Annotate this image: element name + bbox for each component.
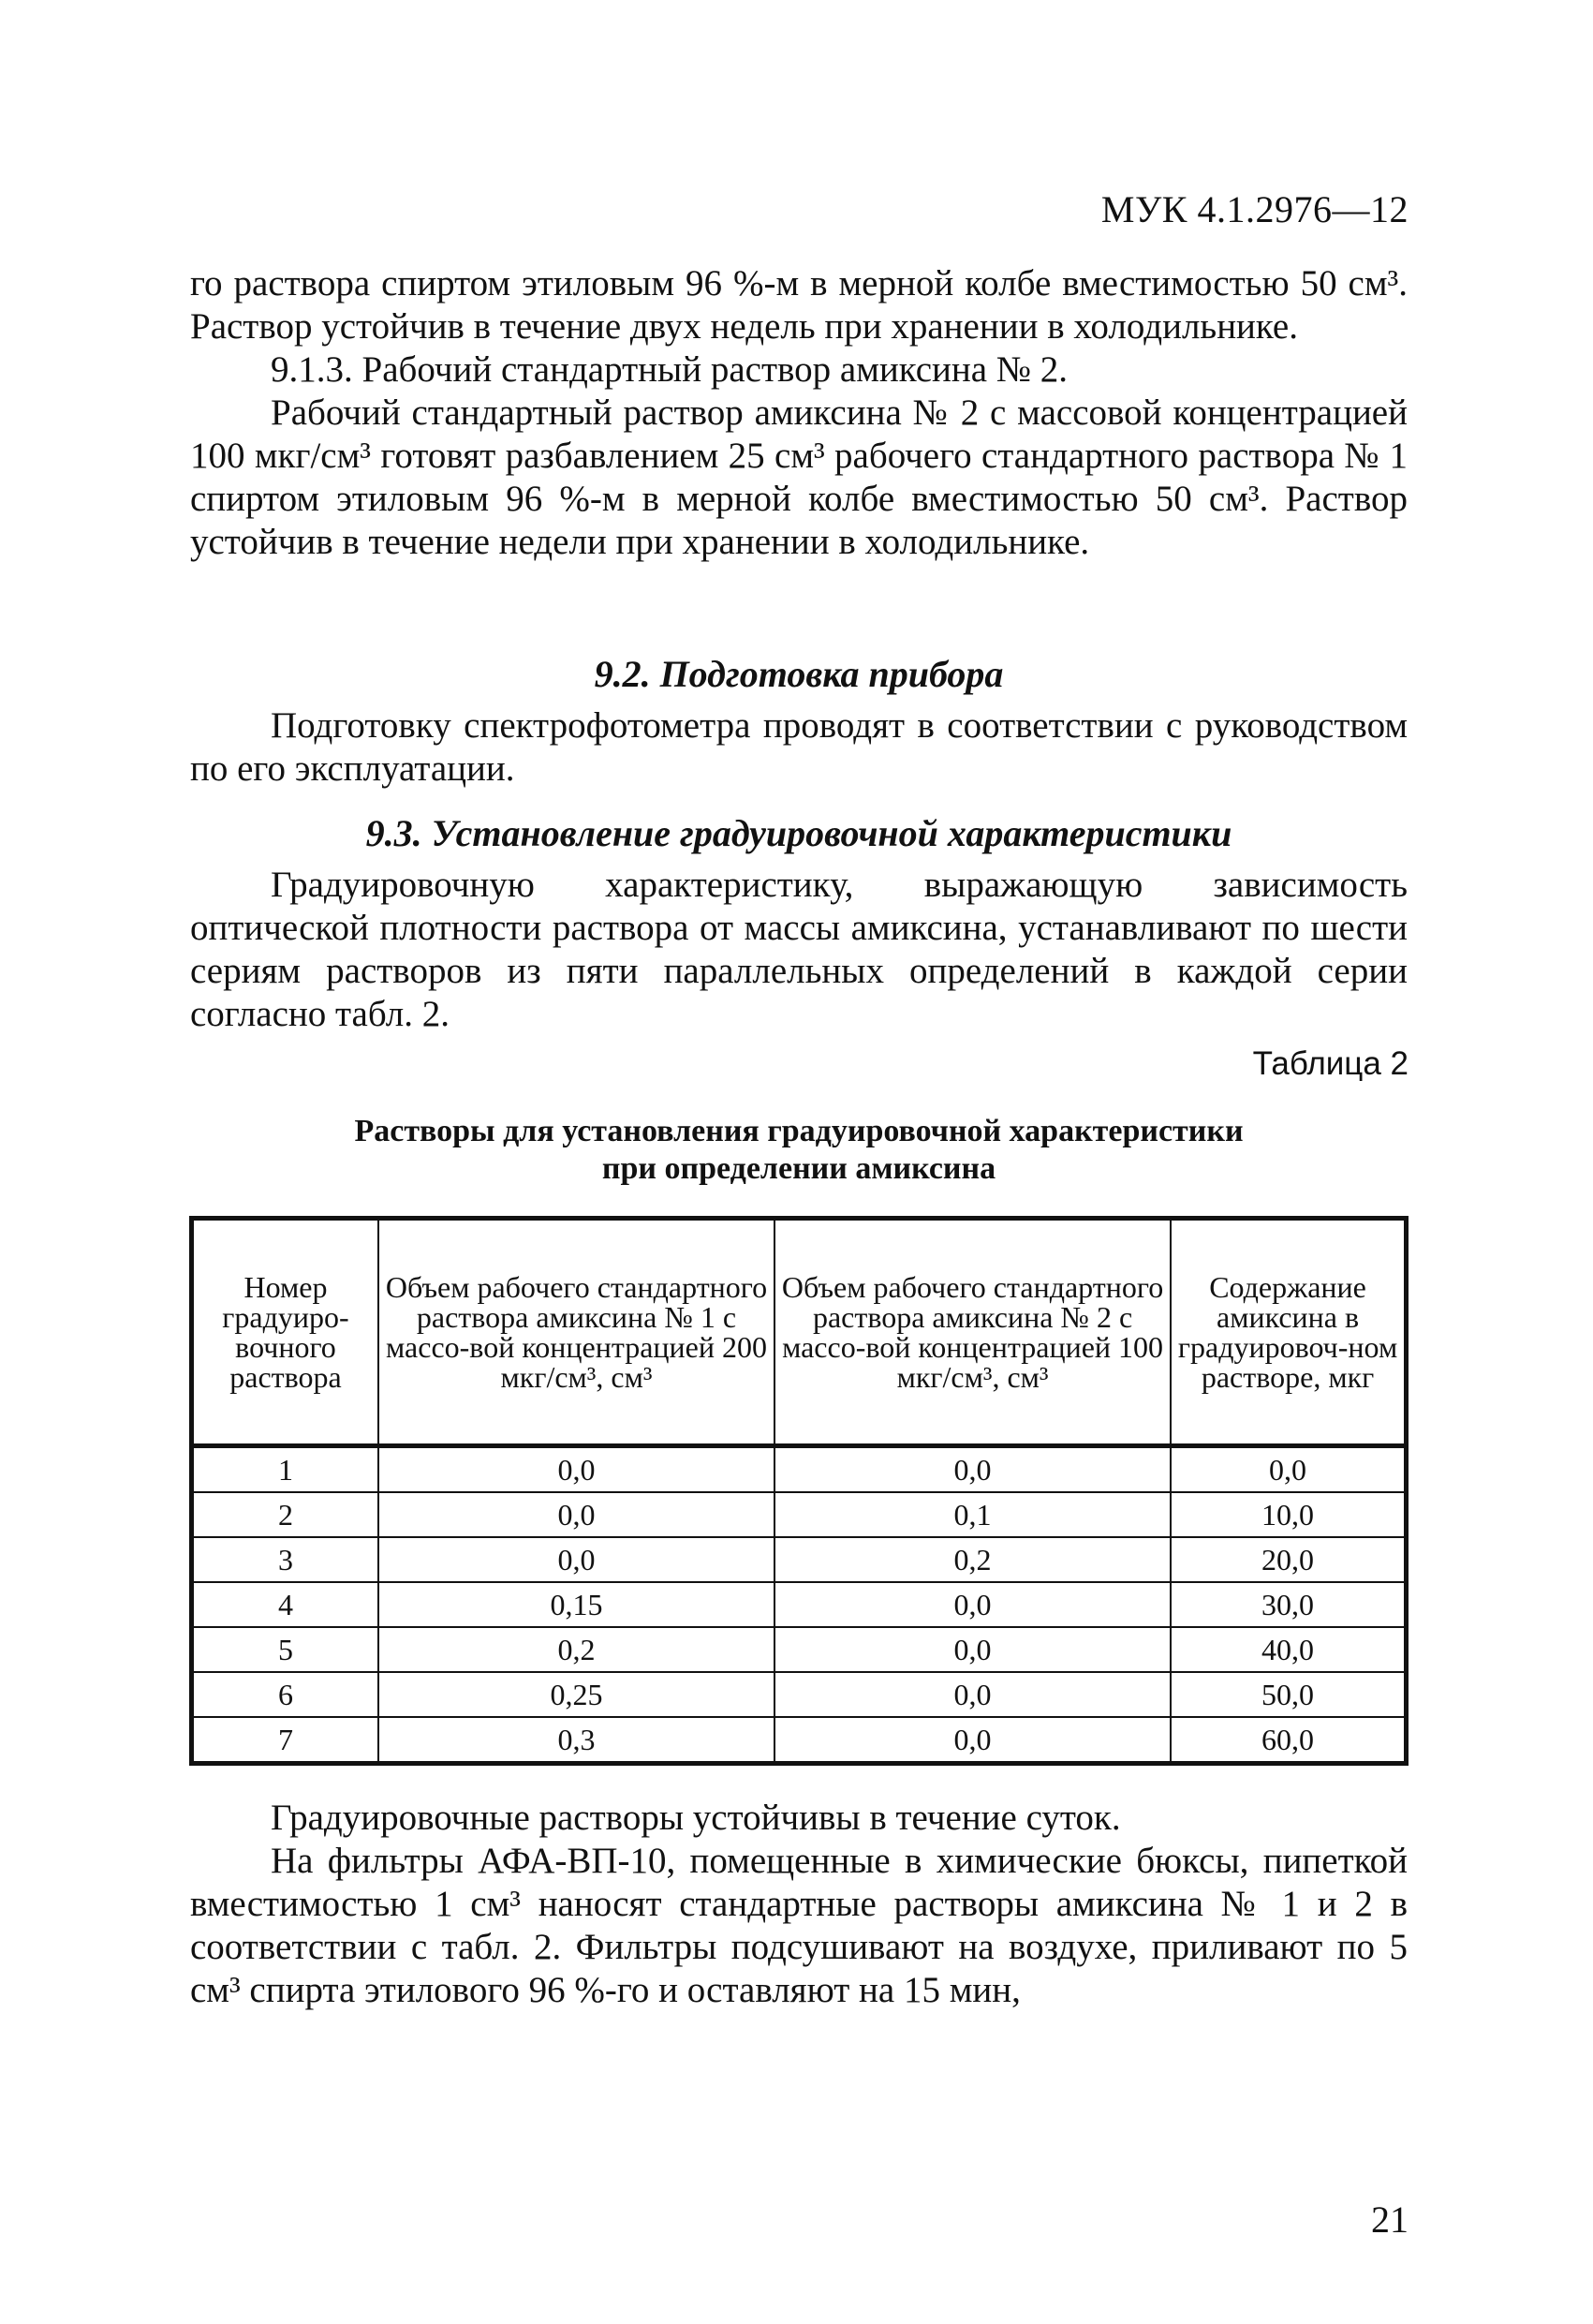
- table-row: [192, 1492, 1407, 1537]
- cell-number: 4: [192, 1582, 378, 1627]
- cell-volume-2: 0,0: [774, 1627, 1171, 1672]
- cell-number: 2: [192, 1492, 378, 1537]
- text-block-9-3: [190, 864, 1408, 1036]
- text-block-bottom: [190, 1797, 1408, 2012]
- cell-content: 50,0: [1171, 1672, 1406, 1717]
- header-solution-number: Номер градуиро-вочного раствора: [192, 1219, 378, 1446]
- cell-volume-2: 0,0: [774, 1446, 1171, 1493]
- cell-volume-2: 0,0: [774, 1582, 1171, 1627]
- cell-content: 0,0: [1171, 1446, 1406, 1493]
- cell-number: 5: [192, 1627, 378, 1672]
- cell-content: 40,0: [1171, 1627, 1406, 1672]
- table-row: [192, 1627, 1407, 1672]
- table-row: [192, 1446, 1407, 1493]
- section-heading-9-2: 9.2. Подготовка прибора: [594, 653, 1004, 695]
- paragraph-stability: Градуировочные растворы устойчивы в течение суток.: [271, 1798, 1121, 1838]
- table-label: Таблица 2: [1252, 1045, 1409, 1082]
- text-block-9-2: [190, 704, 1408, 791]
- table-header-row: [192, 1219, 1407, 1446]
- cell-volume-1: 0,0: [378, 1446, 774, 1493]
- table-caption: [190, 1113, 1408, 1188]
- page-number: 21: [1371, 2198, 1409, 2241]
- table-row: [192, 1672, 1407, 1717]
- paragraph-section-9-1-3: 9.1.3. Рабочий стандартный раствор амиксина № 2.: [271, 349, 1069, 390]
- table-row: [192, 1582, 1407, 1627]
- section-heading-9-3: 9.3. Установление градуировочной характеристики: [365, 812, 1232, 854]
- paragraph-calibration: Градуировочную характеристику, выражающую зависимость оптической плотности раствора от массы амиксина, устанавливают по шести сериям растворов из пяти параллельных определений в каждой серии согласно табл. 2.: [190, 865, 1408, 1034]
- cell-content: 60,0: [1171, 1717, 1406, 1764]
- cell-content: 30,0: [1171, 1582, 1406, 1627]
- header-volume-solution-2: Объем рабочего стандартного раствора амиксина № 2 с массо-вой концентрацией 100 мкг/см³, см³: [774, 1219, 1171, 1446]
- header-amixin-content: Содержание амиксина в градуировоч-ном растворе, мкг: [1171, 1219, 1406, 1446]
- text-block-top: [190, 262, 1408, 564]
- table-row: [192, 1717, 1407, 1764]
- cell-content: 20,0: [1171, 1537, 1406, 1582]
- paragraph-filters: На фильтры АФА-ВП-10, помещенные в химические бюксы, пипеткой вместимостью 1 см³ наносят стандартные растворы амиксина № 1 и 2 в соответствии с табл. 2. Фильтры подсушивают на воздухе, приливают по 5 см³ спирта этилового 96 %-го и оставляют на 15 мин,: [190, 1841, 1408, 2010]
- cell-volume-1: 0,0: [378, 1537, 774, 1582]
- calibration-table: [189, 1216, 1409, 1766]
- cell-volume-1: 0,25: [378, 1672, 774, 1717]
- cell-volume-1: 0,0: [378, 1492, 774, 1537]
- cell-content: 10,0: [1171, 1492, 1406, 1537]
- cell-number: 6: [192, 1672, 378, 1717]
- cell-number: 3: [192, 1537, 378, 1582]
- cell-volume-1: 0,2: [378, 1627, 774, 1672]
- cell-volume-1: 0,3: [378, 1717, 774, 1764]
- cell-volume-2: 0,1: [774, 1492, 1171, 1537]
- cell-number: 7: [192, 1717, 378, 1764]
- cell-volume-1: 0,15: [378, 1582, 774, 1627]
- table-caption-line-1: Растворы для установления градуировочной характеристики: [354, 1114, 1244, 1148]
- table-row: [192, 1537, 1407, 1582]
- cell-volume-2: 0,0: [774, 1717, 1171, 1764]
- cell-volume-2: 0,0: [774, 1672, 1171, 1717]
- paragraph-device-prep: Подготовку спектрофотометра проводят в соответствии с руководством по его эксплуатации.: [190, 705, 1408, 789]
- table-caption-line-2: при определении амиксина: [601, 1151, 996, 1186]
- cell-volume-2: 0,2: [774, 1537, 1171, 1582]
- paragraph-working-solution-2: Рабочий стандартный раствор амиксина № 2 с массовой концентрацией 100 мкг/см³ готовят разбавлением 25 см³ рабочего стандартного раствора № 1 спиртом этиловым 96 %-м в мерной колбе вместимостью 50 см³. Раствор устойчив в течение недели при хранении в холодильнике.: [190, 392, 1408, 562]
- document-code: МУК 4.1.2976—12: [1100, 188, 1409, 230]
- cell-number: 1: [192, 1446, 378, 1493]
- paragraph-continuation: го раствора спиртом этиловым 96 %-м в мерной колбе вместимостью 50 см³. Раствор устойчив в течение двух недель при хранении в холодильнике.: [190, 263, 1408, 347]
- header-volume-solution-1: Объем рабочего стандартного раствора амиксина № 1 с массо-вой концентрацией 200 мкг/см³, см³: [378, 1219, 774, 1446]
